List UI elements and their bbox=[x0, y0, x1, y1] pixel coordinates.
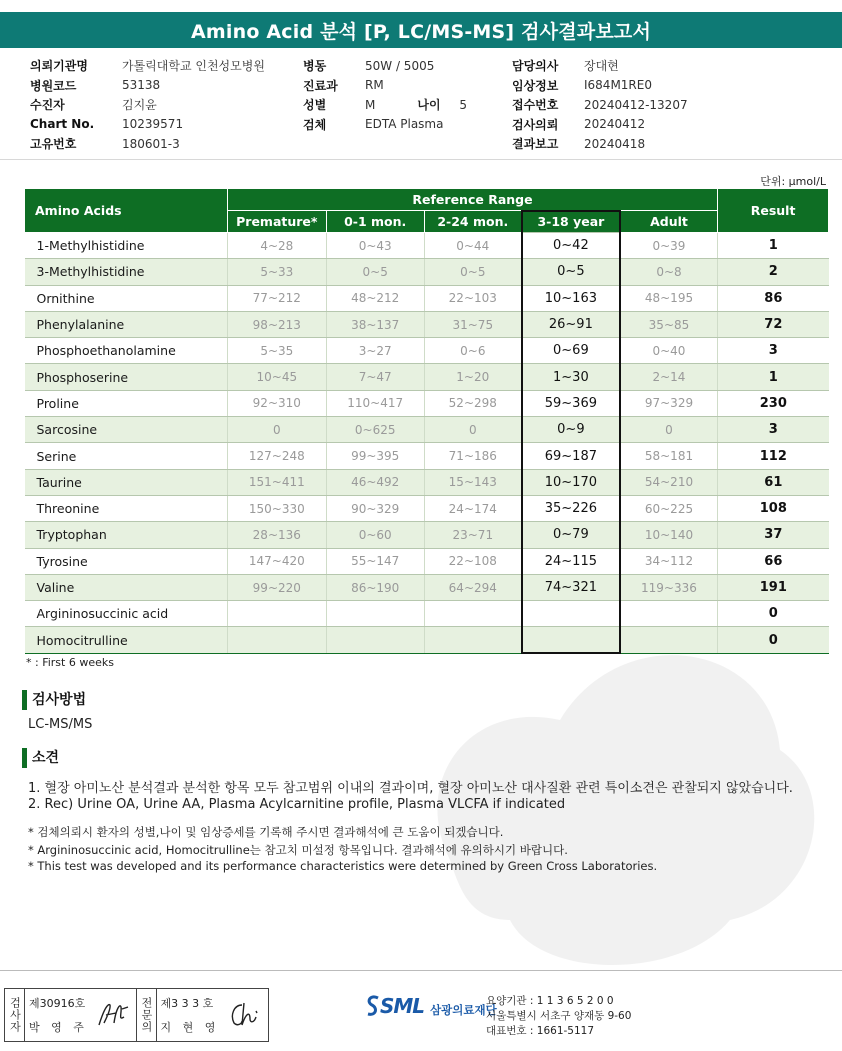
ref-range-premature bbox=[227, 627, 326, 653]
ref-range-adult: 0 bbox=[620, 417, 718, 443]
info-label: 담당의사 bbox=[512, 59, 559, 74]
lab-info-line-3: 대표번호 : 1661-5117 bbox=[486, 1025, 595, 1037]
ref-range-adult: 48~195 bbox=[620, 285, 718, 311]
opinion-title: 소견 bbox=[22, 748, 59, 768]
info-value: 20240418 bbox=[584, 136, 646, 151]
table-row bbox=[25, 627, 829, 653]
ref-range-mon01: 86~190 bbox=[326, 574, 424, 600]
ref-range-mon224 bbox=[424, 627, 522, 653]
ref-range-adult: 0~39 bbox=[620, 233, 718, 259]
ref-range-adult: 119~336 bbox=[620, 574, 718, 600]
info-value: 53138 bbox=[122, 78, 161, 93]
header-left-column bbox=[30, 56, 265, 154]
amino-acid-name: Tryptophan bbox=[25, 522, 228, 548]
ref-range-premature: 28~136 bbox=[227, 522, 326, 548]
lab-info-line-2: 서울특별시 서초구 양재동 9-60 bbox=[486, 1010, 632, 1022]
sml-org-name: 삼광의료재단 bbox=[430, 1003, 497, 1017]
table-footnote: * : First 6 weeks bbox=[26, 656, 114, 669]
ref-range-premature: 99~220 bbox=[227, 574, 326, 600]
result-value: 61 bbox=[718, 469, 829, 495]
ref-range-mon01: 55~147 bbox=[326, 548, 424, 574]
info-label: 접수번호 bbox=[512, 98, 559, 113]
info-row-patient bbox=[30, 95, 265, 115]
table-row bbox=[25, 233, 829, 259]
ref-range-premature: 147~420 bbox=[227, 548, 326, 574]
amino-acid-name: Valine bbox=[25, 574, 228, 600]
ref-range-mon224: 52~298 bbox=[424, 390, 522, 416]
lab-info bbox=[486, 994, 631, 1039]
subheader-3-18-year: 3-18 year bbox=[522, 211, 620, 233]
amino-acid-name: Threonine bbox=[25, 495, 228, 521]
ref-range-premature: 4~28 bbox=[227, 233, 326, 259]
ref-range-year318: 59~369 bbox=[522, 390, 620, 416]
doctor-name: 지 현 영 bbox=[160, 1021, 220, 1034]
ref-range-adult: 0~8 bbox=[620, 259, 718, 285]
info-value: 20240412 bbox=[584, 117, 646, 132]
table-row bbox=[25, 601, 829, 627]
result-value: 1 bbox=[718, 364, 829, 390]
ref-range-premature: 5~33 bbox=[227, 259, 326, 285]
ref-range-mon224: 22~103 bbox=[424, 285, 522, 311]
ref-range-adult: 2~14 bbox=[620, 364, 718, 390]
signature-box bbox=[4, 988, 269, 1042]
info-row-chart-no bbox=[30, 115, 265, 135]
info-label: 수진자 bbox=[30, 98, 65, 113]
ref-range-mon224: 22~108 bbox=[424, 548, 522, 574]
subheader-0-1-mon: 0-1 mon. bbox=[326, 211, 424, 233]
amino-acid-name: 3-Methylhistidine bbox=[25, 259, 228, 285]
amino-acid-name: Phenylalanine bbox=[25, 311, 228, 337]
ref-range-adult: 97~329 bbox=[620, 390, 718, 416]
ref-range-premature: 5~35 bbox=[227, 338, 326, 364]
method-title: 검사방법 bbox=[22, 690, 86, 710]
info-value: 180601-3 bbox=[122, 136, 180, 151]
ref-range-mon01: 38~137 bbox=[326, 311, 424, 337]
ref-range-mon224: 15~143 bbox=[424, 469, 522, 495]
result-value: 108 bbox=[718, 495, 829, 521]
doctor-license: 제3 3 3 호 bbox=[160, 997, 214, 1010]
ref-range-adult: 0~40 bbox=[620, 338, 718, 364]
table-row bbox=[25, 548, 829, 574]
ref-range-mon01: 0~60 bbox=[326, 522, 424, 548]
ref-range-year318: 0~42 bbox=[522, 233, 620, 259]
footer-divider bbox=[0, 970, 842, 971]
ref-range-mon01: 46~492 bbox=[326, 469, 424, 495]
doctor-signature-icon bbox=[228, 999, 262, 1029]
ref-range-adult: 10~140 bbox=[620, 522, 718, 548]
subheader-adult: Adult bbox=[620, 211, 718, 233]
result-value: 1 bbox=[718, 233, 829, 259]
amino-acid-name: Phosphoserine bbox=[25, 364, 228, 390]
info-value: 장대현 bbox=[584, 59, 619, 74]
amino-acid-table bbox=[24, 188, 829, 654]
result-value: 3 bbox=[718, 338, 829, 364]
ref-range-mon01 bbox=[326, 627, 424, 653]
ref-range-adult: 34~112 bbox=[620, 548, 718, 574]
ref-range-mon224: 31~75 bbox=[424, 311, 522, 337]
ref-range-premature: 98~213 bbox=[227, 311, 326, 337]
info-row-receipt-no bbox=[512, 95, 688, 115]
ref-range-premature: 151~411 bbox=[227, 469, 326, 495]
info-label: 병원코드 bbox=[30, 78, 77, 93]
sml-wordmark: SML bbox=[380, 994, 425, 1018]
result-value: 3 bbox=[718, 417, 829, 443]
amino-acid-name: Homocitrulline bbox=[25, 627, 228, 653]
info-row-ward bbox=[303, 56, 467, 76]
info-label: 성별 bbox=[303, 98, 327, 113]
note-line-2: * Argininosuccinic acid, Homocitrulline는 참고치 미설정 항목입니다. 결과해석에 유의하시기 바랍니다. bbox=[28, 843, 568, 857]
ref-range-year318: 24~115 bbox=[522, 548, 620, 574]
ref-range-mon01: 90~329 bbox=[326, 495, 424, 521]
ref-range-premature: 92~310 bbox=[227, 390, 326, 416]
ref-range-mon224: 0~6 bbox=[424, 338, 522, 364]
tester-signature-icon bbox=[96, 999, 130, 1029]
info-value: 20240412-13207 bbox=[584, 97, 688, 112]
ref-range-mon224: 0~5 bbox=[424, 259, 522, 285]
info-label: 고유번호 bbox=[30, 137, 77, 152]
ref-range-mon224 bbox=[424, 601, 522, 627]
info-value: 50W / 5005 bbox=[365, 58, 435, 73]
info-value: M bbox=[365, 97, 376, 112]
ref-range-adult: 54~210 bbox=[620, 469, 718, 495]
report-title: Amino Acid 분석 [P, LC/MS-MS] 검사결과보고서 bbox=[0, 12, 842, 48]
amino-table-body bbox=[25, 233, 829, 654]
amino-acid-name: Tyrosine bbox=[25, 548, 228, 574]
info-label: 결과보고 bbox=[512, 137, 559, 152]
unit-label: 단위: μmol/L bbox=[760, 175, 826, 188]
amino-acid-name: Proline bbox=[25, 390, 228, 416]
ref-range-adult: 35~85 bbox=[620, 311, 718, 337]
lab-info-line-1: 요양기관 : 1 1 3 6 5 2 0 0 bbox=[486, 995, 614, 1007]
table-row bbox=[25, 417, 829, 443]
subheader-2-24-mon: 2-24 mon. bbox=[424, 211, 522, 233]
amino-acid-name: 1-Methylhistidine bbox=[25, 233, 228, 259]
ref-range-mon01: 48~212 bbox=[326, 285, 424, 311]
amino-acid-name: Ornithine bbox=[25, 285, 228, 311]
ref-range-premature: 0 bbox=[227, 417, 326, 443]
info-row-department bbox=[303, 76, 467, 96]
info-value: RM bbox=[365, 78, 384, 93]
sml-logo bbox=[366, 994, 497, 1018]
header-reference-range: Reference Range bbox=[227, 189, 717, 211]
info-label: 병동 bbox=[303, 59, 327, 74]
ref-range-year318 bbox=[522, 601, 620, 627]
table-row bbox=[25, 443, 829, 469]
ref-range-premature: 10~45 bbox=[227, 364, 326, 390]
header-middle-column bbox=[303, 56, 467, 134]
ref-range-mon01 bbox=[326, 601, 424, 627]
info-value: 가톨릭대학교 인천성모병원 bbox=[122, 59, 265, 74]
opinion-line-1: 1. 혈장 아미노산 분석결과 분석한 항목 모두 참고범위 이내의 결과이며, 혈장 아미노산 대사질환 관련 특이소견은 관찰되지 않았습니다. bbox=[28, 781, 793, 796]
ref-range-mon01: 0~5 bbox=[326, 259, 424, 285]
ref-range-year318 bbox=[522, 627, 620, 653]
ref-range-mon01: 0~43 bbox=[326, 233, 424, 259]
ref-range-mon01: 99~395 bbox=[326, 443, 424, 469]
table-row bbox=[25, 495, 829, 521]
header-right-column bbox=[512, 56, 688, 154]
ref-range-mon224: 64~294 bbox=[424, 574, 522, 600]
ref-range-premature: 77~212 bbox=[227, 285, 326, 311]
info-value: 김지윤 bbox=[122, 98, 157, 113]
table-row bbox=[25, 259, 829, 285]
method-text: LC-MS/MS bbox=[28, 717, 93, 732]
tester-license: 제30916호 bbox=[29, 997, 86, 1010]
ref-range-year318: 0~79 bbox=[522, 522, 620, 548]
result-value: 2 bbox=[718, 259, 829, 285]
info-value: 10239571 bbox=[122, 117, 184, 132]
info-row-sex-age bbox=[303, 95, 467, 115]
info-label: 진료과 bbox=[303, 78, 338, 93]
ref-range-premature: 127~248 bbox=[227, 443, 326, 469]
ref-range-mon01: 110~417 bbox=[326, 390, 424, 416]
ref-range-mon224: 24~174 bbox=[424, 495, 522, 521]
result-value: 0 bbox=[718, 601, 829, 627]
result-value: 72 bbox=[718, 311, 829, 337]
info-row-report-date bbox=[512, 134, 688, 154]
amino-acid-name: Taurine bbox=[25, 469, 228, 495]
info-row-request-date bbox=[512, 115, 688, 135]
table-row bbox=[25, 522, 829, 548]
ref-range-adult: 58~181 bbox=[620, 443, 718, 469]
ref-range-mon224: 0~44 bbox=[424, 233, 522, 259]
ref-range-mon01: 3~27 bbox=[326, 338, 424, 364]
ref-range-premature bbox=[227, 601, 326, 627]
ref-range-mon224: 0 bbox=[424, 417, 522, 443]
result-value: 37 bbox=[718, 522, 829, 548]
ref-range-year318: 1~30 bbox=[522, 364, 620, 390]
info-value: I684M1RE0 bbox=[584, 78, 652, 93]
ref-range-year318: 0~69 bbox=[522, 338, 620, 364]
tester-name: 박 영 주 bbox=[29, 1021, 88, 1034]
ref-range-year318: 0~5 bbox=[522, 259, 620, 285]
table-row bbox=[25, 338, 829, 364]
result-value: 86 bbox=[718, 285, 829, 311]
info-row-doctor bbox=[512, 56, 688, 76]
info-label: Chart No. bbox=[30, 117, 95, 132]
opinion-line-2: 2. Rec) Urine OA, Urine AA, Plasma Acylcarnitine profile, Plasma VLCFA if indicated bbox=[28, 797, 566, 812]
ref-range-year318: 74~321 bbox=[522, 574, 620, 600]
table-row bbox=[25, 285, 829, 311]
ref-range-mon224: 71~186 bbox=[424, 443, 522, 469]
info-label: 검사의뢰 bbox=[512, 117, 559, 132]
sml-mark-icon bbox=[366, 994, 380, 1018]
result-value: 66 bbox=[718, 548, 829, 574]
doctor-signature-cell bbox=[157, 989, 269, 1041]
subheader-premature: Premature* bbox=[227, 211, 326, 233]
table-row bbox=[25, 311, 829, 337]
ref-range-year318: 26~91 bbox=[522, 311, 620, 337]
tester-signature-cell bbox=[25, 989, 137, 1041]
amino-acid-name: Phosphoethanolamine bbox=[25, 338, 228, 364]
note-line-1: * 검체의뢰시 환자의 성별,나이 및 임상증세를 기록해 주시면 결과해석에 큰 도움이 되겠습니다. bbox=[28, 825, 504, 839]
table-row bbox=[25, 364, 829, 390]
table-row bbox=[25, 574, 829, 600]
amino-acid-name: Sarcosine bbox=[25, 417, 228, 443]
info-label: 의뢰기관명 bbox=[30, 59, 88, 74]
age-value: 5 bbox=[459, 97, 467, 112]
ref-range-adult bbox=[620, 601, 718, 627]
ref-range-mon01: 0~625 bbox=[326, 417, 424, 443]
divider bbox=[0, 159, 842, 160]
result-value: 191 bbox=[718, 574, 829, 600]
info-row-specimen bbox=[303, 115, 467, 135]
ref-range-mon224: 23~71 bbox=[424, 522, 522, 548]
info-row-hospital-code bbox=[30, 76, 265, 96]
note-line-3: * This test was developed and its performance characteristics were determined by Green Cross Laboratories. bbox=[28, 859, 658, 873]
amino-acid-name: Argininosuccinic acid bbox=[25, 601, 228, 627]
ref-range-mon224: 1~20 bbox=[424, 364, 522, 390]
ref-range-adult: 60~225 bbox=[620, 495, 718, 521]
table-row bbox=[25, 390, 829, 416]
info-value: EDTA Plasma bbox=[365, 117, 444, 132]
ref-range-year318: 10~170 bbox=[522, 469, 620, 495]
age-label: 나이 bbox=[417, 98, 441, 113]
result-value: 0 bbox=[718, 627, 829, 653]
info-row-unique-no bbox=[30, 134, 265, 154]
table-row bbox=[25, 469, 829, 495]
header-result: Result bbox=[718, 189, 829, 233]
ref-range-mon01: 7~47 bbox=[326, 364, 424, 390]
info-row-institution bbox=[30, 56, 265, 76]
info-row-clinical-info bbox=[512, 76, 688, 96]
ref-range-premature: 150~330 bbox=[227, 495, 326, 521]
ref-range-year318: 0~9 bbox=[522, 417, 620, 443]
info-label: 임상정보 bbox=[512, 78, 559, 93]
result-value: 112 bbox=[718, 443, 829, 469]
amino-acid-name: Serine bbox=[25, 443, 228, 469]
ref-range-adult bbox=[620, 627, 718, 653]
ref-range-year318: 69~187 bbox=[522, 443, 620, 469]
header-amino-acids: Amino Acids bbox=[25, 189, 228, 233]
ref-range-year318: 10~163 bbox=[522, 285, 620, 311]
info-label: 검체 bbox=[303, 117, 327, 132]
doctor-label: 전문의 bbox=[137, 989, 157, 1041]
tester-label: 검사자 bbox=[5, 989, 25, 1041]
ref-range-year318: 35~226 bbox=[522, 495, 620, 521]
result-value: 230 bbox=[718, 390, 829, 416]
